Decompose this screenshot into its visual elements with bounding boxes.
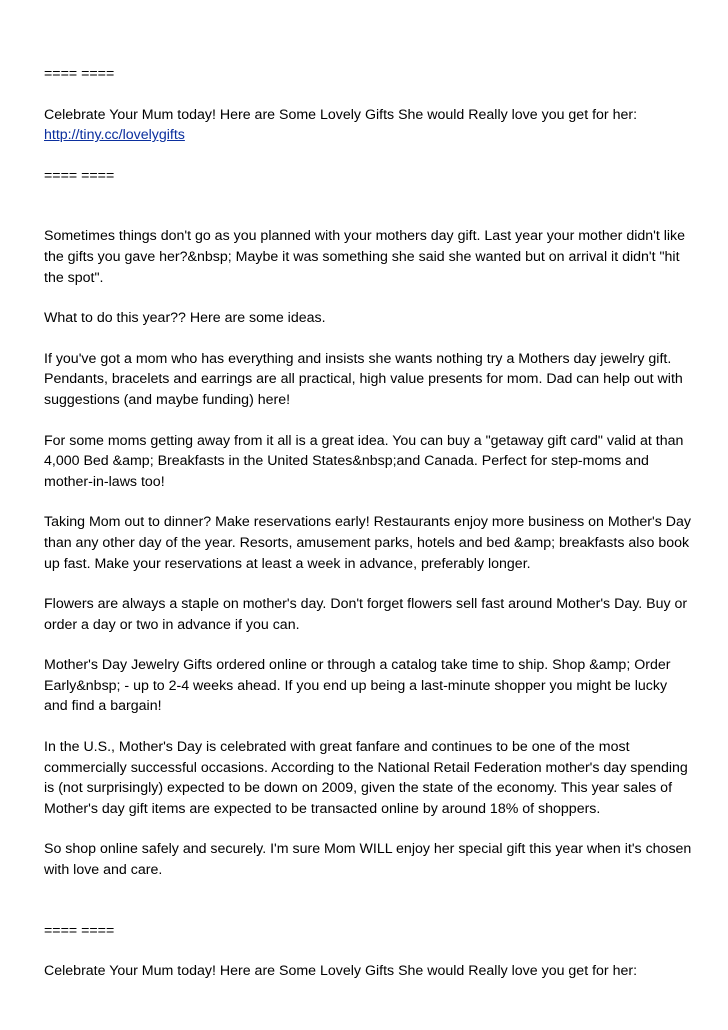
paragraph-statistics: In the U.S., Mother's Day is celebrated with great fanfare and continues to be one of the most commercially successful occasions. According to the National Retail Federation mother's day spending is (not surprisingly) expected to be down on 2009, given the state of the economy. This year sales of Mother's day gift items are expected to be transacted online by around 18% of shoppers. — [44, 739, 688, 817]
paragraph-intro: Sometimes things don't go as you planned with your mothers day gift. Last year your mother didn't like the gifts you gave her?&nbsp; Maybe it was something she said she wanted but on arrival it didn't "hit the spot". — [44, 228, 686, 286]
paragraph-shipping: Mother's Day Jewelry Gifts ordered online or through a catalog take time to ship. Shop &amp; Order Early&nbsp; - up to 2-4 weeks ahead. If you end up being a last-minute shopper you might be lucky and find a bargain! — [44, 657, 671, 715]
paragraph-dinner: Taking Mom out to dinner? Make reservations early! Restaurants enjoy more business on Mother's Day than any other day of the year. Resorts, amusement parks, hotels and bed &amp; breakfasts also book up fast. Make your reservations at least a week in advance, preferably longer. — [44, 514, 691, 572]
footer-text: Celebrate Your Mum today! Here are Some Lovely Gifts She would Really love you get for her: — [44, 963, 638, 980]
separator-after-header: ==== ==== — [44, 167, 115, 184]
gifts-link[interactable]: http://tiny.cc/lovelygifts — [44, 127, 185, 144]
paragraph-ideas: What to do this year?? Here are some ideas. — [44, 310, 326, 327]
paragraph-closing: So shop online safely and securely. I'm sure Mom WILL enjoy her special gift this year when it's chosen with love and care. — [44, 841, 692, 879]
paragraph-getaway: For some moms getting away from it all is a great idea. You can buy a "getaway gift card" valid at than 4,000 Bed &amp; Breakfasts in the United States&nbsp;and Canada. Perfect for step-moms and mother-in-laws too! — [44, 432, 684, 490]
header-block — [44, 105, 694, 146]
document-page — [44, 64, 694, 1002]
paragraph-flowers: Flowers are always a staple on mother's day. Don't forget flowers sell fast around Mother's Day. Buy or order a day or two in advance if you can. — [44, 596, 688, 633]
paragraph-jewelry: If you've got a mom who has everything and insists she wants nothing try a Mothers day jewelry gift. Pendants, bracelets and earrings are all practical, high value presents for mom. Dad can help out with suggestions (and maybe funding) here! — [44, 350, 683, 408]
header-text: Celebrate Your Mum today! Here are Some Lovely Gifts She would Really love you get for her: — [44, 106, 638, 123]
separator-top: ==== ==== — [44, 66, 115, 82]
separator-footer: ==== ==== — [44, 922, 115, 939]
